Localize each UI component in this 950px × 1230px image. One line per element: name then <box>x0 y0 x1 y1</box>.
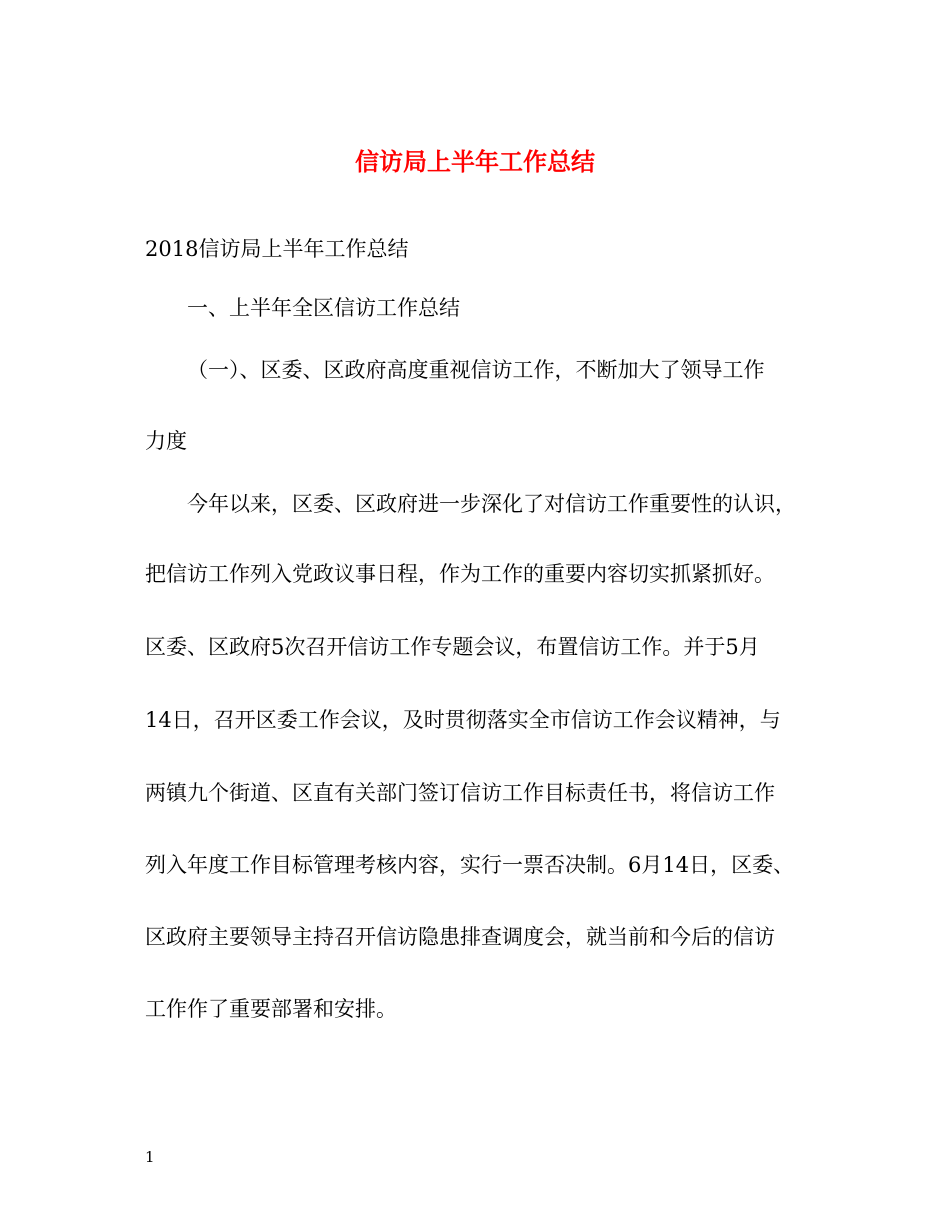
page-number: 1 <box>145 1148 155 1166</box>
paragraph-line-7: 区政府主要领导主持召开信访隐患排查调度会，就当前和今后的信访 <box>145 925 775 949</box>
document-subtitle: 2018信访局上半年工作总结 <box>145 237 409 261</box>
paragraph-line-3: 区委、区政府5次召开信访工作专题会议，布置信访工作。并于5月 <box>145 635 760 659</box>
section-heading: 一、上半年全区信访工作总结 <box>187 296 460 320</box>
document-title: 信访局上半年工作总结 <box>355 147 595 176</box>
subsection-heading-line-1: （一）、区委、区政府高度重视信访工作，不断加大了领导工作 <box>187 358 765 382</box>
subsection-heading-line-2: 力度 <box>145 429 187 453</box>
paragraph-line-8: 工作作了重要部署和安排。 <box>145 997 397 1021</box>
paragraph-line-5: 两镇九个街道、区直有关部门签订信访工作目标责任书，将信访工作 <box>145 781 775 805</box>
paragraph-line-2: 把信访工作列入党政议事日程，作为工作的重要内容切实抓紧抓好。 <box>145 562 775 586</box>
paragraph-line-4: 14日，召开区委工作会议，及时贯彻落实全市信访工作会议精神，与 <box>145 708 781 732</box>
paragraph-line-6: 列入年度工作目标管理考核内容，实行一票否决制。6月14日，区委、 <box>145 853 795 877</box>
paragraph-line-1: 今年以来，区委、区政府进一步深化了对信访工作重要性的认识， <box>187 492 796 516</box>
